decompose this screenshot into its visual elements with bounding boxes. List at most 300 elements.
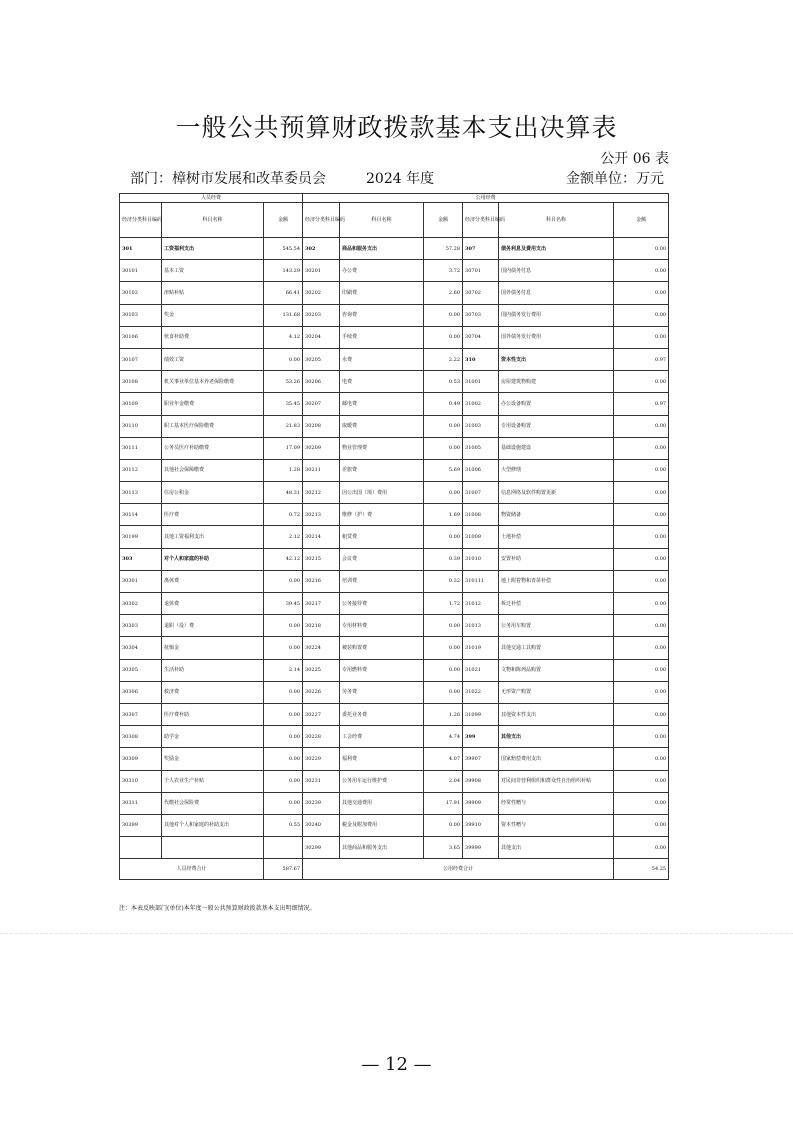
cell-amount: 3.72	[424, 260, 463, 282]
cell-code: 30305	[120, 659, 162, 681]
cell-name: 资本性支出	[499, 348, 614, 370]
cell-code: 30302	[120, 593, 162, 615]
cell-amount: 2.14	[264, 659, 303, 681]
cell-amount: 143.29	[264, 260, 303, 282]
cell-code: 31019	[463, 637, 499, 659]
cell-amount: 0.00	[424, 326, 463, 348]
col-header-name: 科目名称	[340, 203, 424, 238]
cell-code: 30299	[303, 837, 340, 859]
cell-name: 土地补偿	[499, 526, 614, 548]
table-row	[120, 792, 669, 814]
cell-amount: 0.00	[424, 415, 463, 437]
cell-amount: 0.00	[614, 726, 669, 748]
cell-name: 因公出国（境）费用	[340, 482, 424, 504]
table-row	[120, 348, 669, 370]
cell-amount: 17.09	[264, 437, 303, 459]
cell-amount: 3.65	[424, 837, 463, 859]
cell-amount: 57.28	[424, 238, 463, 260]
cell-code: 30207	[303, 393, 340, 415]
cell-amount: 66.41	[264, 282, 303, 304]
cell-name: 工会经费	[340, 726, 424, 748]
table-row	[120, 548, 669, 570]
year-label: 2024 年度	[366, 171, 435, 187]
cell-amount: 0.00	[264, 681, 303, 703]
cell-code: 31001	[463, 371, 499, 393]
cell-amount: 0.00	[614, 637, 669, 659]
cell-amount: 4.74	[424, 726, 463, 748]
col-header-name: 科目名称	[162, 203, 264, 238]
cell-amount: 0.00	[614, 437, 669, 459]
cell-amount: 0.00	[614, 459, 669, 481]
cell-code: 31006	[463, 459, 499, 481]
cell-name: 代缴社会保险费	[162, 792, 264, 814]
cell-code: 30206	[303, 371, 340, 393]
cell-name: 咨询费	[340, 304, 424, 326]
cell-amount: 0.00	[614, 304, 669, 326]
cell-amount: 0.00	[614, 792, 669, 814]
cell-amount: 35.45	[264, 393, 303, 415]
footnote: 注：本表反映部门(单位)本年度一般公共预算财政拨款基本支出明细情况。	[119, 905, 316, 912]
cell-amount: 2.60	[424, 282, 463, 304]
cell-code: 303	[120, 548, 162, 570]
cell-code: 30231	[303, 770, 340, 792]
cell-name: 公务员医疗补助缴费	[162, 437, 264, 459]
cell-code: 30239	[303, 792, 340, 814]
cell-name: 大型修缮	[499, 459, 614, 481]
cell-code: 30214	[303, 526, 340, 548]
unit-label: 金额单位：万元	[566, 171, 664, 187]
cell-name: 水费	[340, 348, 424, 370]
cell-name: 文物和陈列品购置	[499, 659, 614, 681]
cell-code: 31099	[463, 703, 499, 725]
cell-name: 津贴补贴	[162, 282, 264, 304]
cell-name: 救济费	[162, 681, 264, 703]
cell-code: 30110	[120, 415, 162, 437]
cell-amount: 0.00	[614, 282, 669, 304]
cell-code: 39907	[463, 748, 499, 770]
cell-amount: 0.00	[264, 748, 303, 770]
cell-amount: 0.00	[264, 348, 303, 370]
cell-amount: 0.00	[614, 260, 669, 282]
cell-name: 退休费	[162, 593, 264, 615]
cell-name: 国家赔偿费用支出	[499, 748, 614, 770]
cell-name: 房屋建筑物购建	[499, 371, 614, 393]
cell-code: 31002	[463, 393, 499, 415]
cell-name: 职工基本医疗保险缴费	[162, 415, 264, 437]
table-row	[120, 570, 669, 592]
cell-code: 30306	[120, 681, 162, 703]
table-row	[120, 326, 669, 348]
cell-name: 手续费	[340, 326, 424, 348]
cell-name: 住房公积金	[162, 482, 264, 504]
cell-code: 30240	[303, 814, 340, 836]
cell-name: 基础设施建设	[499, 437, 614, 459]
cell-name: 被装购置费	[340, 637, 424, 659]
col-header-code: 经济分类科目编码	[303, 203, 340, 238]
cell-amount: 0.00	[264, 770, 303, 792]
group-header-personnel: 人员经费	[120, 194, 303, 203]
cell-name: 其他对个人和家庭的补助支出	[162, 814, 264, 836]
cell-code: 399	[463, 726, 499, 748]
cell-code: 30101	[120, 260, 162, 282]
cell-code: 39909	[463, 792, 499, 814]
cell-code: 30229	[303, 748, 340, 770]
cell-name: 助学金	[162, 726, 264, 748]
cell-code: 30702	[463, 282, 499, 304]
cell-amount: 1.26	[424, 703, 463, 725]
cell-name: 债务利息及费用支出	[499, 238, 614, 260]
cell-amount: 2.12	[264, 526, 303, 548]
cell-name: 取暖费	[340, 415, 424, 437]
table-row	[120, 260, 669, 282]
table-row	[120, 637, 669, 659]
cell-code: 30303	[120, 615, 162, 637]
cell-name: 专用燃料费	[340, 659, 424, 681]
cell-name: 生活补助	[162, 659, 264, 681]
cell-code: 31007	[463, 482, 499, 504]
cell-code: 30703	[463, 304, 499, 326]
cell-code: 30704	[463, 326, 499, 348]
cell-amount: 0.72	[264, 504, 303, 526]
table-row	[120, 304, 669, 326]
cell-code: 31003	[463, 415, 499, 437]
cell-code: 30399	[120, 814, 162, 836]
cell-amount: 1.28	[264, 459, 303, 481]
cell-code: 30204	[303, 326, 340, 348]
cell-amount: 53.26	[264, 371, 303, 393]
cell-name: 国外债务发行费用	[499, 326, 614, 348]
cell-name: 办公设备购置	[499, 393, 614, 415]
cell-code: 30208	[303, 415, 340, 437]
cell-amount: 2.22	[424, 348, 463, 370]
cell-code: 30213	[303, 504, 340, 526]
cell-code: 30113	[120, 482, 162, 504]
cell-code: 30310	[120, 770, 162, 792]
page-title: 一般公共预算财政拨款基本支出决算表	[175, 113, 618, 142]
cell-code: 39908	[463, 770, 499, 792]
cell-code: 31012	[463, 593, 499, 615]
cell-code: 301	[120, 238, 162, 260]
cell-amount: 5.69	[424, 459, 463, 481]
cell-amount: 0.00	[424, 437, 463, 459]
cell-amount: 0.00	[424, 304, 463, 326]
cell-name: 信息网络及软件购置更新	[499, 482, 614, 504]
cell-name: 委托业务费	[340, 703, 424, 725]
cell-amount: 1.72	[424, 593, 463, 615]
table-row	[120, 371, 669, 393]
cell-name	[162, 837, 264, 859]
table-row	[120, 238, 669, 260]
cell-name: 培训费	[340, 570, 424, 592]
cell-amount: 0.00	[614, 415, 669, 437]
cell-name: 其他支出	[499, 726, 614, 748]
cell-code: 30227	[303, 703, 340, 725]
cell-amount: 131.68	[264, 304, 303, 326]
cell-name: 差旅费	[340, 459, 424, 481]
cell-name: 奖励金	[162, 748, 264, 770]
table-row	[120, 770, 669, 792]
form-number: 公开 06 表	[600, 151, 669, 167]
public-total-label: 公用经费合计	[303, 859, 614, 880]
cell-code: 30216	[303, 570, 340, 592]
cell-name: 商品和服务支出	[340, 238, 424, 260]
cell-amount: 0.00	[264, 637, 303, 659]
meta-row	[130, 168, 664, 188]
cell-amount	[264, 837, 303, 859]
cell-code: 30307	[120, 703, 162, 725]
cell-name: 绩效工资	[162, 348, 264, 370]
cell-amount: 2.04	[424, 770, 463, 792]
table-row	[120, 282, 669, 304]
cell-name: 物业管理费	[340, 437, 424, 459]
cell-amount: 0.00	[614, 659, 669, 681]
column-header-row	[120, 203, 669, 238]
cell-amount: 0.00	[264, 703, 303, 725]
table-row	[120, 615, 669, 637]
col-header-amount: 金额	[264, 203, 303, 238]
cell-name: 其他商品和服务支出	[340, 837, 424, 859]
cell-code: 30201	[303, 260, 340, 282]
cell-amount: 0.00	[614, 615, 669, 637]
cell-amount: 0.53	[424, 371, 463, 393]
public-total-amount: 54.25	[614, 859, 669, 880]
col-header-name: 科目名称	[499, 203, 614, 238]
cell-amount: 0.00	[614, 504, 669, 526]
cell-code	[120, 837, 162, 859]
cell-name: 电费	[340, 371, 424, 393]
cell-code: 30203	[303, 304, 340, 326]
cell-name: 职业年金缴费	[162, 393, 264, 415]
cell-name: 邮电费	[340, 393, 424, 415]
cell-name: 基本工资	[162, 260, 264, 282]
cell-amount: 0.00	[424, 615, 463, 637]
totals-row	[120, 859, 669, 880]
cell-amount: 0.00	[614, 238, 669, 260]
cell-name: 安置补助	[499, 548, 614, 570]
personnel-total-label: 人员经费合计	[120, 859, 264, 880]
col-header-code: 经济分类科目编码	[120, 203, 162, 238]
table-row	[120, 593, 669, 615]
cell-code: 30202	[303, 282, 340, 304]
cell-name: 公务用车购置	[499, 615, 614, 637]
cell-code: 31008	[463, 504, 499, 526]
cell-name: 国内债务发行费用	[499, 304, 614, 326]
cell-name: 税金及附加费用	[340, 814, 424, 836]
cell-amount: 0.32	[424, 570, 463, 592]
cell-code: 310111	[463, 570, 499, 592]
cell-code: 31005	[463, 437, 499, 459]
cell-name: 其他交通工具购置	[499, 637, 614, 659]
personnel-total-amount: 587.67	[264, 859, 303, 880]
cell-name: 拆迁补偿	[499, 593, 614, 615]
cell-name: 无形资产购置	[499, 681, 614, 703]
cell-name: 专用材料费	[340, 615, 424, 637]
table-row	[120, 726, 669, 748]
cell-amount: 0.39	[424, 548, 463, 570]
cell-amount: 0.00	[614, 814, 669, 836]
table-row	[120, 459, 669, 481]
cell-amount: 0.00	[614, 837, 669, 859]
cell-name: 对个人和家庭的补助	[162, 548, 264, 570]
cell-code: 30311	[120, 792, 162, 814]
cell-name: 伙食补助费	[162, 326, 264, 348]
table-row	[120, 526, 669, 548]
cell-amount: 42.12	[264, 548, 303, 570]
cell-code: 30211	[303, 459, 340, 481]
cell-name: 国内债务付息	[499, 260, 614, 282]
cell-code: 30309	[120, 748, 162, 770]
cell-name: 工资福利支出	[162, 238, 264, 260]
cell-amount: 0.97	[614, 393, 669, 415]
cell-name: 奖金	[162, 304, 264, 326]
cell-amount: 0.00	[264, 570, 303, 592]
cell-amount: 0.00	[614, 526, 669, 548]
table-row	[120, 504, 669, 526]
cell-code: 30217	[303, 593, 340, 615]
table-row	[120, 703, 669, 725]
cell-code: 30308	[120, 726, 162, 748]
cell-code: 30111	[120, 437, 162, 459]
cell-amount: 0.00	[424, 681, 463, 703]
cell-code: 30212	[303, 482, 340, 504]
cell-amount: 0.00	[614, 770, 669, 792]
page-divider	[0, 933, 793, 934]
cell-amount: 0.00	[264, 726, 303, 748]
cell-name: 会议费	[340, 548, 424, 570]
cell-amount: 0.00	[424, 814, 463, 836]
table-row	[120, 393, 669, 415]
cell-amount: 0.00	[614, 326, 669, 348]
cell-code: 31013	[463, 615, 499, 637]
cell-code: 307	[463, 238, 499, 260]
cell-name: 个人农业生产补贴	[162, 770, 264, 792]
cell-amount: 4.07	[424, 748, 463, 770]
expenditure-table	[119, 193, 669, 880]
group-header-public: 公用经费	[303, 194, 669, 203]
cell-name: 机关事业单位基本养老保险缴费	[162, 371, 264, 393]
cell-code: 31010	[463, 548, 499, 570]
cell-code: 31022	[463, 681, 499, 703]
table-row	[120, 814, 669, 836]
cell-name: 其他工资福利支出	[162, 526, 264, 548]
cell-code: 30209	[303, 437, 340, 459]
cell-name: 经常性赠与	[499, 792, 614, 814]
cell-amount: 21.83	[264, 415, 303, 437]
cell-code: 30701	[463, 260, 499, 282]
cell-code: 30102	[120, 282, 162, 304]
cell-name: 专用设备购置	[499, 415, 614, 437]
cell-name: 抚恤金	[162, 637, 264, 659]
cell-name: 国外债务付息	[499, 282, 614, 304]
cell-name: 地上附着物和青苗补偿	[499, 570, 614, 592]
cell-code: 39910	[463, 814, 499, 836]
cell-amount: 1.69	[424, 504, 463, 526]
cell-code: 30218	[303, 615, 340, 637]
table-row	[120, 681, 669, 703]
cell-name: 物资储备	[499, 504, 614, 526]
cell-name: 公务用车运行维护费	[340, 770, 424, 792]
cell-name: 福利费	[340, 748, 424, 770]
col-header-amount: 金额	[424, 203, 463, 238]
cell-amount: 0.00	[614, 548, 669, 570]
cell-name: 租赁费	[340, 526, 424, 548]
cell-code: 30215	[303, 548, 340, 570]
cell-code: 30301	[120, 570, 162, 592]
cell-code: 30205	[303, 348, 340, 370]
cell-amount: 0.49	[424, 393, 463, 415]
table-row	[120, 415, 669, 437]
cell-amount: 0.00	[614, 371, 669, 393]
cell-code: 30103	[120, 304, 162, 326]
table-row	[120, 482, 669, 504]
cell-name: 其他社会保障缴费	[162, 459, 264, 481]
cell-code: 31009	[463, 526, 499, 548]
cell-name: 退职（役）费	[162, 615, 264, 637]
cell-amount: 0.00	[614, 681, 669, 703]
cell-code: 30226	[303, 681, 340, 703]
cell-code: 302	[303, 238, 340, 260]
cell-amount: 0.00	[614, 703, 669, 725]
cell-code: 30304	[120, 637, 162, 659]
cell-amount: 48.31	[264, 482, 303, 504]
cell-name: 对民间非营利组织和群众性自治组织补贴	[499, 770, 614, 792]
cell-code: 30107	[120, 348, 162, 370]
col-header-code: 经济分类科目编码	[463, 203, 499, 238]
cell-name: 其他资本性支出	[499, 703, 614, 725]
cell-amount: 0.00	[264, 615, 303, 637]
cell-code: 30112	[120, 459, 162, 481]
cell-code: 30225	[303, 659, 340, 681]
table-row	[120, 437, 669, 459]
cell-code: 30228	[303, 726, 340, 748]
cell-amount: 39.45	[264, 593, 303, 615]
cell-amount: 0.97	[614, 348, 669, 370]
cell-amount: 0.00	[424, 526, 463, 548]
cell-amount: 0.00	[424, 482, 463, 504]
page-number: — 12 —	[361, 1054, 432, 1075]
cell-name: 离休费	[162, 570, 264, 592]
cell-name: 其他支出	[499, 837, 614, 859]
table-row	[120, 659, 669, 681]
cell-name: 公务接待费	[340, 593, 424, 615]
cell-code: 31021	[463, 659, 499, 681]
cell-code: 30199	[120, 526, 162, 548]
cell-amount: 0.00	[614, 748, 669, 770]
cell-name: 医疗费	[162, 504, 264, 526]
cell-code: 39999	[463, 837, 499, 859]
cell-amount: 0.55	[264, 814, 303, 836]
cell-code: 30224	[303, 637, 340, 659]
cell-amount: 0.00	[424, 659, 463, 681]
cell-amount: 545.54	[264, 238, 303, 260]
cell-name: 维修（护）费	[340, 504, 424, 526]
cell-name: 劳务费	[340, 681, 424, 703]
group-header-row	[120, 194, 669, 203]
cell-amount: 17.91	[424, 792, 463, 814]
cell-amount: 0.00	[614, 482, 669, 504]
cell-code: 30108	[120, 371, 162, 393]
cell-amount: 4.12	[264, 326, 303, 348]
cell-name: 医疗费补助	[162, 703, 264, 725]
cell-code: 30106	[120, 326, 162, 348]
table-row	[120, 748, 669, 770]
cell-amount: 0.00	[614, 593, 669, 615]
cell-name: 办公费	[340, 260, 424, 282]
cell-amount: 0.00	[424, 637, 463, 659]
cell-amount: 0.00	[614, 570, 669, 592]
col-header-amount: 金额	[614, 203, 669, 238]
cell-name: 印刷费	[340, 282, 424, 304]
